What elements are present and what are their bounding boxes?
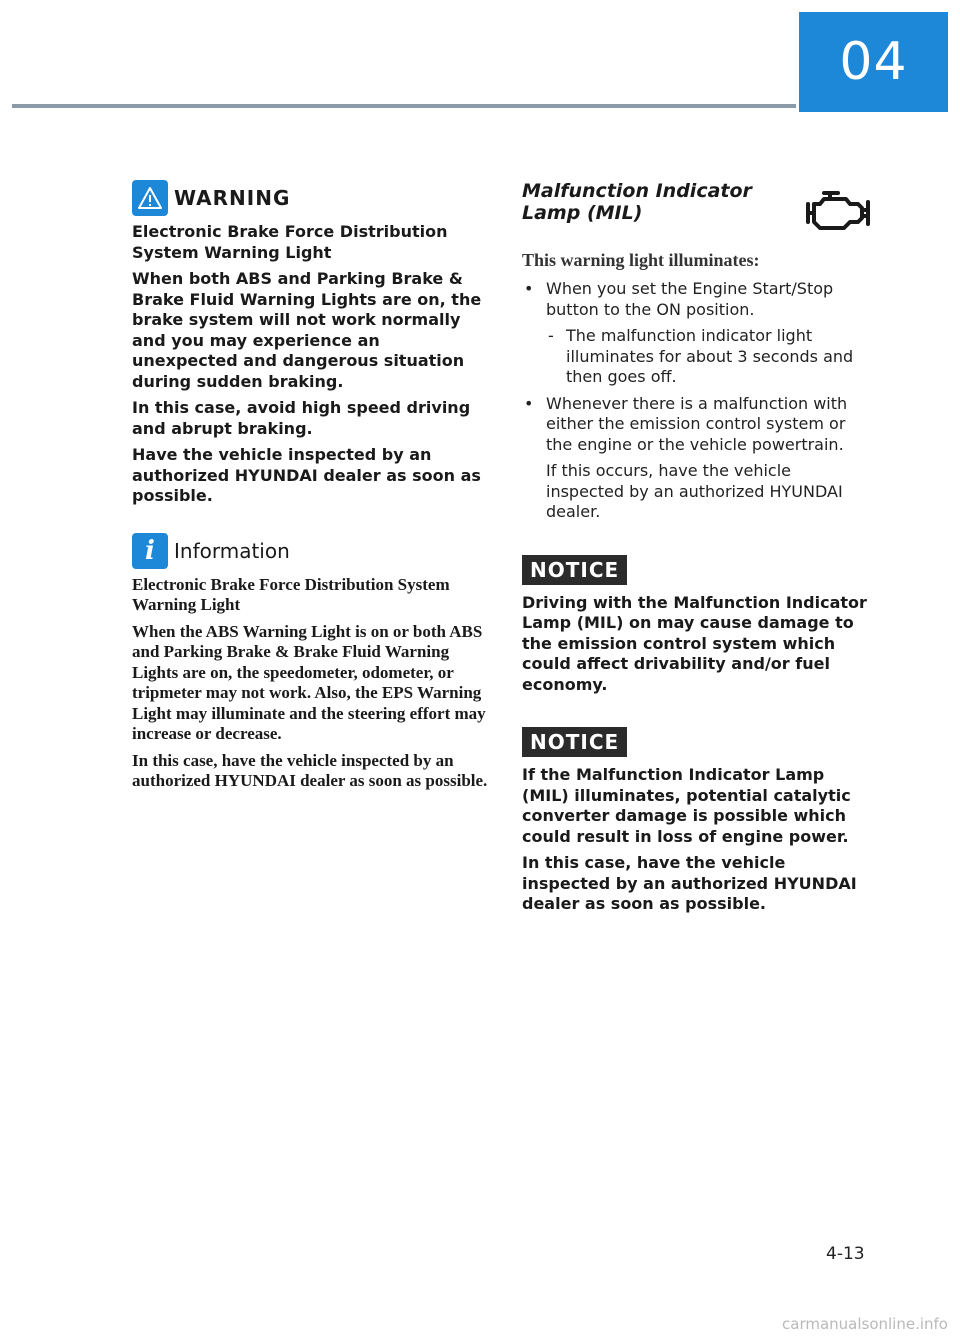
left-column [132,180,488,798]
notice-label: NOTICE [522,727,627,757]
information-paragraph: In this case, have the vehicle inspected by an authorized HYUNDAI dealer as soon as possible. [132,750,488,790]
warning-title: WARNING [174,186,291,210]
warning-subtitle: Electronic Brake Force Distribution System Warning Light [132,222,448,262]
mil-sub-item: - The malfunction indicator light illuminates for about 3 seconds and then goes off. [522,326,874,388]
information-box [132,533,488,792]
engine-check-icon [802,188,874,232]
information-subtitle: Electronic Brake Force Distribution System Warning Light [132,574,450,614]
warning-triangle-icon [132,180,168,216]
right-column [522,180,874,921]
notice-text: Driving with the Malfunction Indicator Lamp (MIL) on may cause damage to the emission control system which could affect drivability and/or fuel economy. [522,592,867,694]
notice-label: NOTICE [522,555,627,585]
notice-box [522,701,874,915]
information-title: Information [174,538,290,563]
watermark[interactable]: carmanualsonline.info [782,1315,948,1333]
mil-section-header [522,180,874,250]
mil-bullet: • Whenever there is a malfunction with either the emission control system or the engine or the vehicle powertrain. [522,394,874,456]
mil-lead: This warning light illuminates: [522,250,760,270]
warning-paragraph: In this case, avoid high speed driving and abrupt braking. [132,398,471,438]
mil-bullet: • When you set the Engine Start/Stop button to the ON position. [522,279,874,320]
notice-text: If the Malfunction Indicator Lamp (MIL) illuminates, potential catalytic converter damage is possible which could result in loss of engine power. [522,765,851,846]
chapter-tab: 04 [799,12,948,112]
header-rule [12,104,796,108]
page-number: 4-13 [826,1244,865,1264]
warning-header [132,180,488,216]
notice-text: In this case, have the vehicle inspected by an authorized HYUNDAI dealer as soon as possible. [522,853,857,913]
info-icon: i [132,533,168,569]
information-paragraph: When the ABS Warning Light is on or both ABS and Parking Brake & Brake Fluid Warning Lights are on, the speedometer, odometer, or tripmeter may not work. Also, the EPS Warning Light may illuminate and the steering effort may increase or decrease. [132,621,486,743]
warning-paragraph: Have the vehicle inspected by an authorized HYUNDAI dealer as soon as possible. [132,445,481,505]
notice-box [522,529,874,696]
mil-bullet-continuation: If this occurs, have the vehicle inspected by an authorized HYUNDAI dealer. [546,461,843,521]
mil-section-title: Malfunction Indicator Lamp (MIL) [522,180,752,224]
information-header [132,533,488,569]
warning-box [132,180,488,507]
warning-paragraph: When both ABS and Parking Brake & Brake Fluid Warning Lights are on, the brake system will not work normally and you may experience an unexpected and dangerous situation during sudden braking. [132,269,482,391]
